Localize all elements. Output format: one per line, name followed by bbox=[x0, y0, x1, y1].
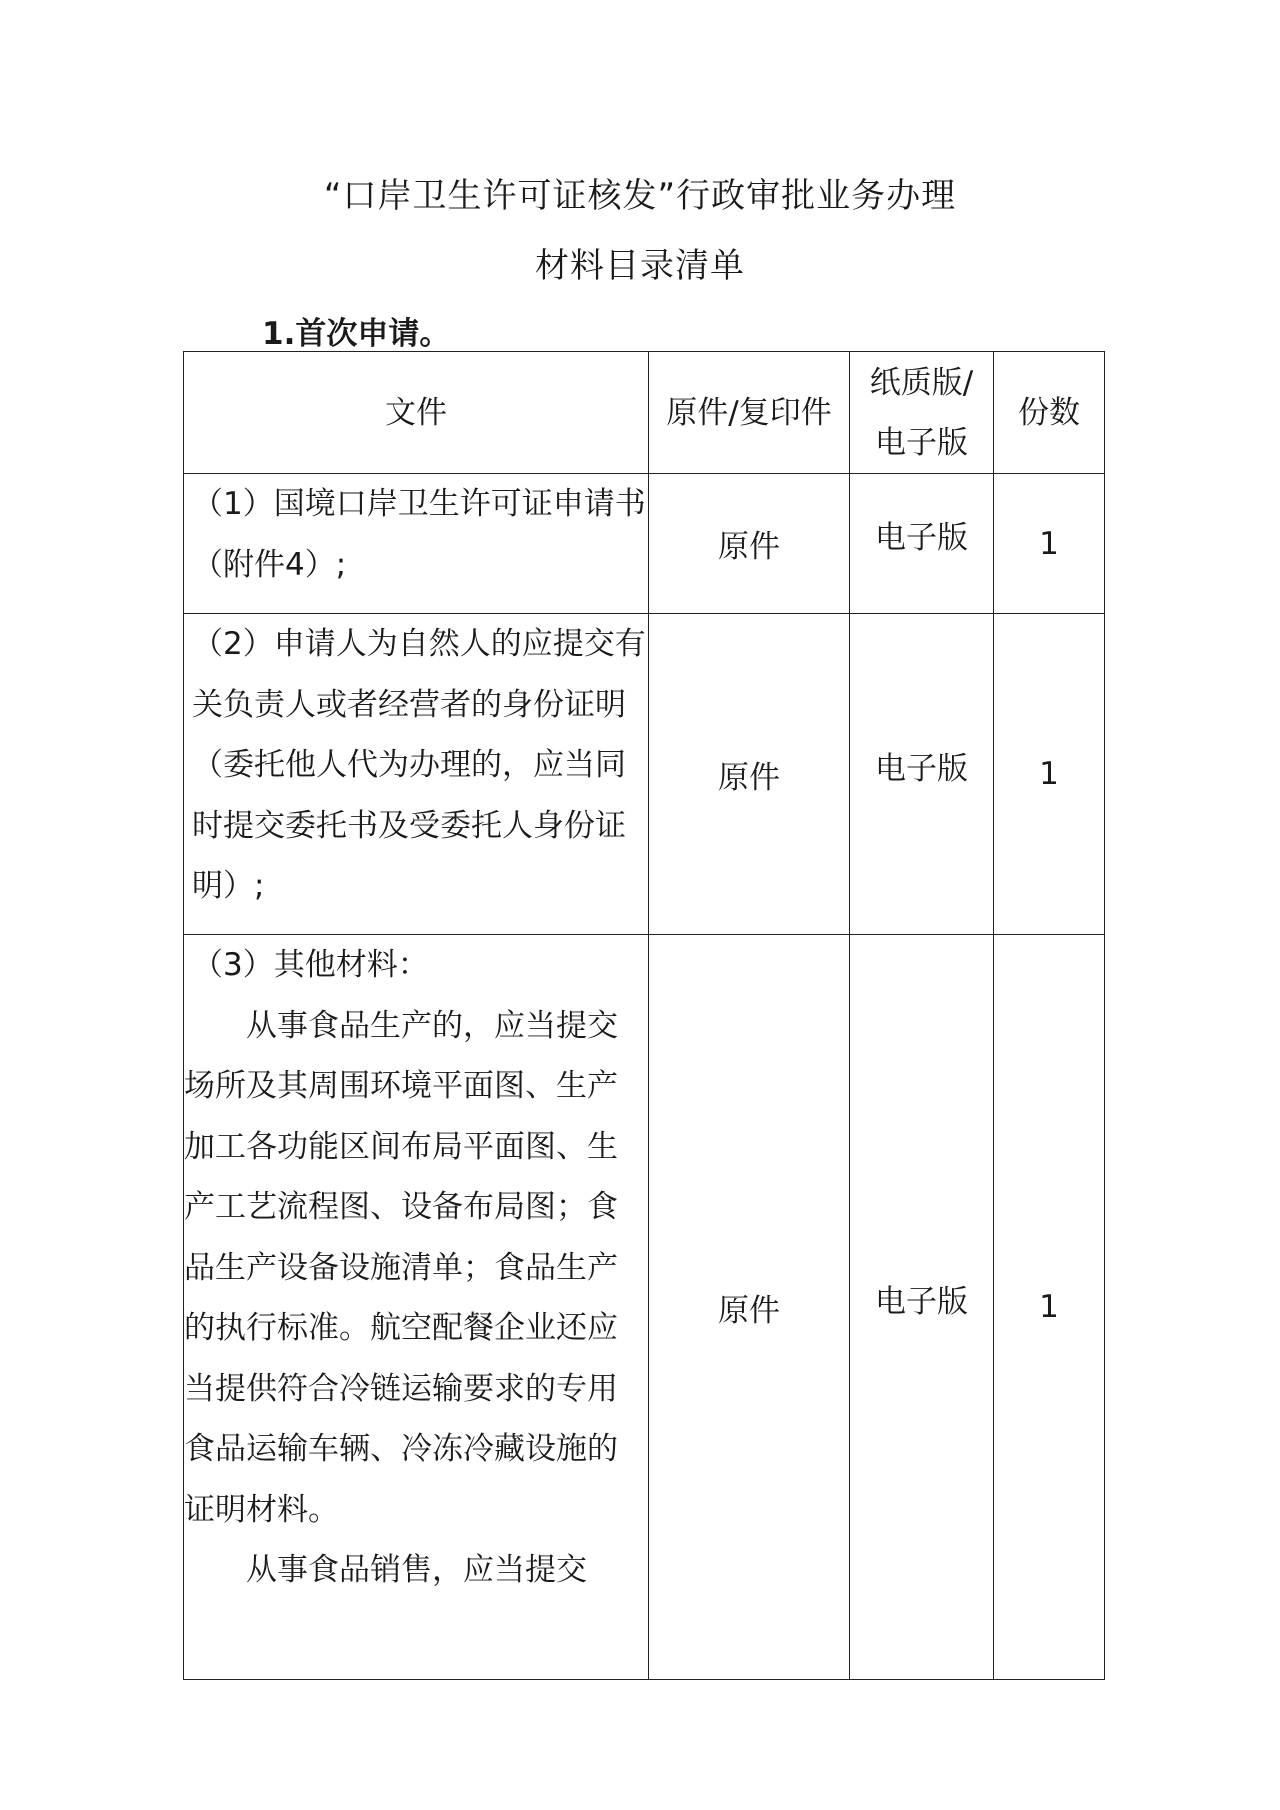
file-cell bbox=[184, 935, 649, 1680]
table-row bbox=[184, 935, 1105, 1680]
section-heading: 1.首次申请。 bbox=[262, 316, 451, 352]
format-cell: 电子版 bbox=[850, 614, 994, 935]
column-header-copies: 份数 bbox=[994, 352, 1105, 474]
table-row bbox=[184, 474, 1105, 614]
file-text: （2）申请人为自然人的应提交有关负责人或者经营者的身份证明（委托他人代为办理的，应当同时提交委托书及受委托人身份证明）; bbox=[192, 626, 646, 904]
original-cell: 原件 bbox=[649, 474, 850, 614]
table-header-row bbox=[184, 352, 1105, 474]
file-cell bbox=[184, 474, 649, 614]
file-text: （3）其他材料： bbox=[192, 947, 429, 983]
column-header-format: 纸质版/电子版 bbox=[850, 352, 994, 474]
original-cell: 原件 bbox=[649, 935, 850, 1680]
file-text: 从事食品销售，应当提交 bbox=[246, 1552, 587, 1588]
copies-cell: 1 bbox=[994, 474, 1105, 614]
file-cell bbox=[184, 614, 649, 935]
materials-table bbox=[183, 351, 1105, 1680]
column-header-file: 文件 bbox=[184, 352, 649, 474]
original-cell: 原件 bbox=[649, 614, 850, 935]
copies-cell: 1 bbox=[994, 614, 1105, 935]
column-header-original: 原件/复印件 bbox=[649, 352, 850, 474]
file-text: （1）国境口岸卫生许可证申请书（附件4）; bbox=[192, 486, 646, 583]
table-row bbox=[184, 614, 1105, 935]
page-title: “口岸卫生许可证核发”行政审批业务办理 bbox=[323, 176, 957, 216]
page-subtitle: 材料目录清单 bbox=[535, 246, 745, 286]
file-text: 从事食品生产的，应当提交场所及其周围环境平面图、生产加工各功能区间布局平面图、生产工艺流程图、设备布局图；食品生产设备设施清单；食品生产的执行标准。航空配餐企业还应当提供符合冷链运输要求的专用食品运输车辆、冷冻冷藏设施的证明材料。 bbox=[184, 1007, 618, 1528]
format-cell: 电子版 bbox=[850, 474, 994, 614]
copies-cell: 1 bbox=[994, 935, 1105, 1680]
format-cell: 电子版 bbox=[850, 935, 994, 1680]
